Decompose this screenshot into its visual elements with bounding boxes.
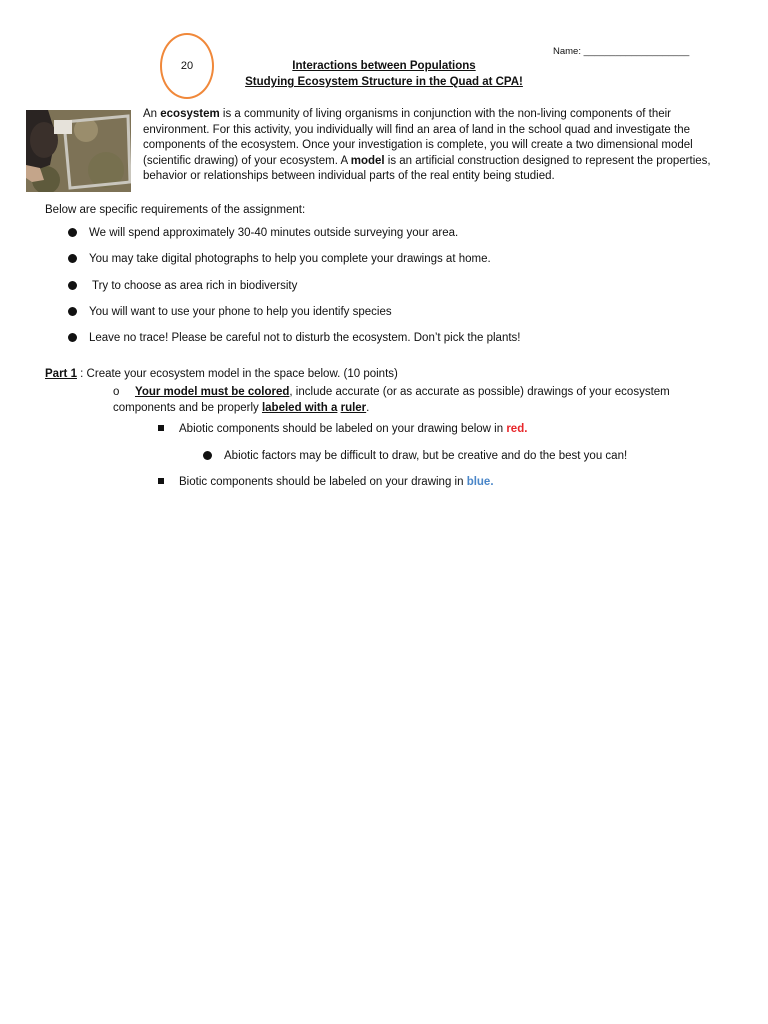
intro-text-1: An xyxy=(143,108,161,120)
bullet-dot xyxy=(68,281,77,290)
part1-heading xyxy=(45,368,398,380)
blue-label: blue. xyxy=(466,476,494,488)
requirements-heading: Below are specific requirements of the assignment: xyxy=(45,204,306,216)
sub-marker: o xyxy=(113,386,120,398)
abiotic-note: Abiotic factors may be difficult to draw, but be creative and do the best you can! xyxy=(203,450,627,462)
bullet-dot xyxy=(68,254,77,263)
part1-label: Part 1 xyxy=(45,368,77,380)
labeled-requirement: labeled with a xyxy=(261,402,338,414)
requirement-item: You may take digital photographs to help you complete your drawings at home. xyxy=(68,253,491,265)
colored-requirement: Your model must be colored xyxy=(135,386,290,398)
bullet-dot xyxy=(203,451,212,460)
requirement-item: You will want to use your phone to help you identify species xyxy=(68,306,392,318)
biotic-item: Biotic components should be labeled on your drawing in blue. xyxy=(158,476,494,488)
title-line-1: Interactions between Populations xyxy=(292,60,476,72)
ruler-requirement: ruler xyxy=(340,402,367,414)
square-bullet xyxy=(158,478,164,484)
intro-text-2: is a community of living organisms in conjunction with the non-living components of their environment. For this activity, you individually will find an area of land in the school quad and investigate the components of the ecosystem. Once your investigation is complete, you will create a two dimensional model (scientific drawing) of your ecosystem. A xyxy=(143,108,693,167)
red-label: red. xyxy=(506,423,528,435)
bullet-dot xyxy=(68,228,77,237)
square-bullet xyxy=(158,425,164,431)
requirement-item: Try to choose as area rich in biodiversity xyxy=(68,280,297,292)
bullet-dot xyxy=(68,333,77,342)
name-field-label: Name: ____________________ xyxy=(553,46,690,57)
title-line-2: Studying Ecosystem Structure in the Quad at CPA! xyxy=(245,76,523,88)
intro-paragraph xyxy=(143,107,733,185)
intro-text-3: is an artificial construction designed to represent the properties, behavior or relationships between individual parts of the real entity being studied. xyxy=(143,154,711,182)
term-model: model xyxy=(350,154,385,167)
requirement-item: We will spend approximately 30-40 minutes outside surveying your area. xyxy=(68,227,458,239)
part1-text: : Create your ecosystem model in the space below. (10 points) xyxy=(76,368,398,380)
term-ecosystem: ecosystem xyxy=(160,108,220,120)
abiotic-item: Abiotic components should be labeled on your drawing below in red. xyxy=(158,423,527,435)
bullet-dot xyxy=(68,307,77,316)
part1-sub-item: o Your model must be colored, include accurate (or as accurate as possible) drawings of your ecosystem components and be properly labeled with a ruler. xyxy=(113,386,670,414)
requirement-item: Leave no trace! Please be careful not to disturb the ecosystem. Don’t pick the plants! xyxy=(68,332,521,344)
score-value: 20 xyxy=(180,60,194,72)
quadrat-photo xyxy=(26,110,131,192)
